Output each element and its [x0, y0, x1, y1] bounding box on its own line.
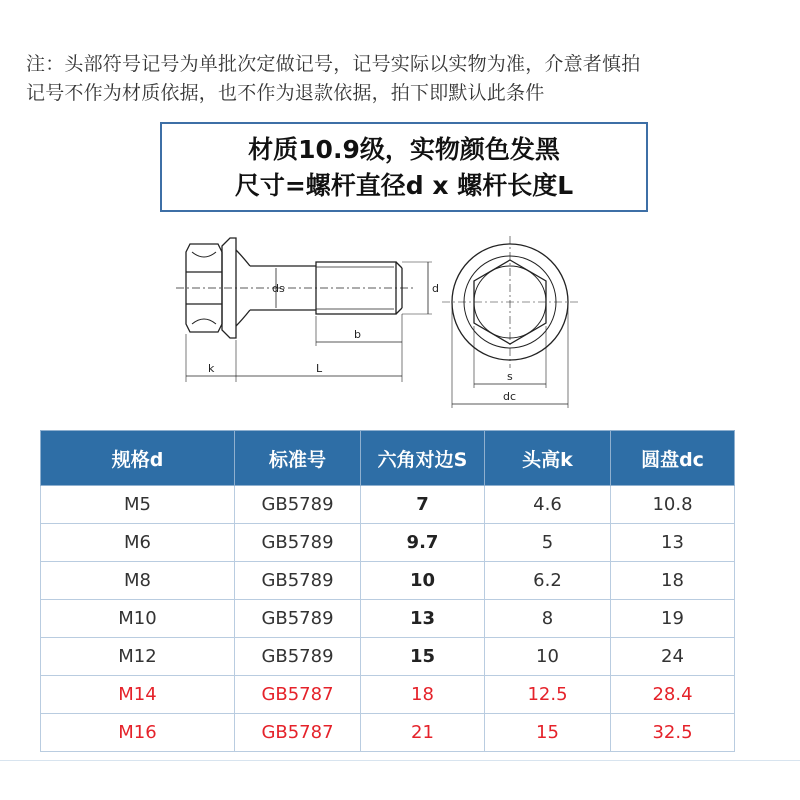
spec-table — [40, 430, 735, 752]
material-spec-box — [160, 122, 648, 212]
table-row — [41, 714, 735, 752]
bolt-end-view — [442, 236, 578, 408]
cell-spec: M8 — [41, 562, 235, 600]
cell-flange-dc: 10.8 — [611, 486, 735, 524]
cell-flange-dc: 28.4 — [611, 676, 735, 714]
disclaimer-line-1: 注：头部符号记号为单批次定做记号，记号实际以实物为准，介意者慎拍 — [26, 53, 641, 75]
header-standard: 标准号 — [235, 431, 361, 486]
cell-standard: GB5789 — [235, 600, 361, 638]
cell-hex-s: 10 — [361, 562, 485, 600]
header-head-height: 头高k — [485, 431, 611, 486]
cell-head-height: 4.6 — [485, 486, 611, 524]
table-row — [41, 562, 735, 600]
cell-spec: M6 — [41, 524, 235, 562]
disclaimer-note — [26, 50, 786, 108]
cell-flange-dc: 32.5 — [611, 714, 735, 752]
label-L: L — [316, 362, 323, 375]
cell-head-height: 6.2 — [485, 562, 611, 600]
cell-standard: GB5789 — [235, 562, 361, 600]
cell-head-height: 5 — [485, 524, 611, 562]
cell-hex-s: 15 — [361, 638, 485, 676]
cell-spec: M10 — [41, 600, 235, 638]
cell-flange-dc: 13 — [611, 524, 735, 562]
cell-hex-s: 9.7 — [361, 524, 485, 562]
header-flange-dc: 圆盘dc — [611, 431, 735, 486]
cell-standard: GB5789 — [235, 638, 361, 676]
label-k: k — [208, 362, 215, 375]
cell-spec: M5 — [41, 486, 235, 524]
cell-flange-dc: 18 — [611, 562, 735, 600]
bolt-technical-drawing — [170, 222, 610, 412]
table-row — [41, 676, 735, 714]
label-dc: dc — [503, 390, 517, 403]
label-s: s — [507, 370, 513, 383]
label-ds: ds — [272, 282, 285, 295]
disclaimer-line-2: 记号不作为材质依据，也不作为退款依据，拍下即默认此条件 — [26, 82, 545, 104]
table-row — [41, 600, 735, 638]
cell-flange-dc: 19 — [611, 600, 735, 638]
bottom-divider — [0, 760, 800, 761]
cell-standard: GB5789 — [235, 524, 361, 562]
cell-head-height: 8 — [485, 600, 611, 638]
cell-flange-dc: 24 — [611, 638, 735, 676]
material-line: 材质10.9级，实物颜色发黑 — [248, 135, 560, 164]
cell-standard: GB5787 — [235, 676, 361, 714]
cell-hex-s: 7 — [361, 486, 485, 524]
cell-hex-s: 21 — [361, 714, 485, 752]
cell-spec: M12 — [41, 638, 235, 676]
header-hex-s: 六角对边S — [361, 431, 485, 486]
cell-standard: GB5789 — [235, 486, 361, 524]
bolt-side-view — [176, 238, 439, 382]
label-d: d — [432, 282, 439, 295]
cell-hex-s: 18 — [361, 676, 485, 714]
table-row — [41, 486, 735, 524]
cell-head-height: 12.5 — [485, 676, 611, 714]
label-b: b — [354, 328, 361, 341]
cell-spec: M14 — [41, 676, 235, 714]
size-formula-line: 尺寸=螺杆直径d x 螺杆长度L — [234, 171, 574, 200]
header-spec: 规格d — [41, 431, 235, 486]
table-header-row — [41, 431, 735, 486]
cell-head-height: 10 — [485, 638, 611, 676]
cell-spec: M16 — [41, 714, 235, 752]
cell-head-height: 15 — [485, 714, 611, 752]
table-row — [41, 638, 735, 676]
cell-hex-s: 13 — [361, 600, 485, 638]
cell-standard: GB5787 — [235, 714, 361, 752]
table-row — [41, 524, 735, 562]
